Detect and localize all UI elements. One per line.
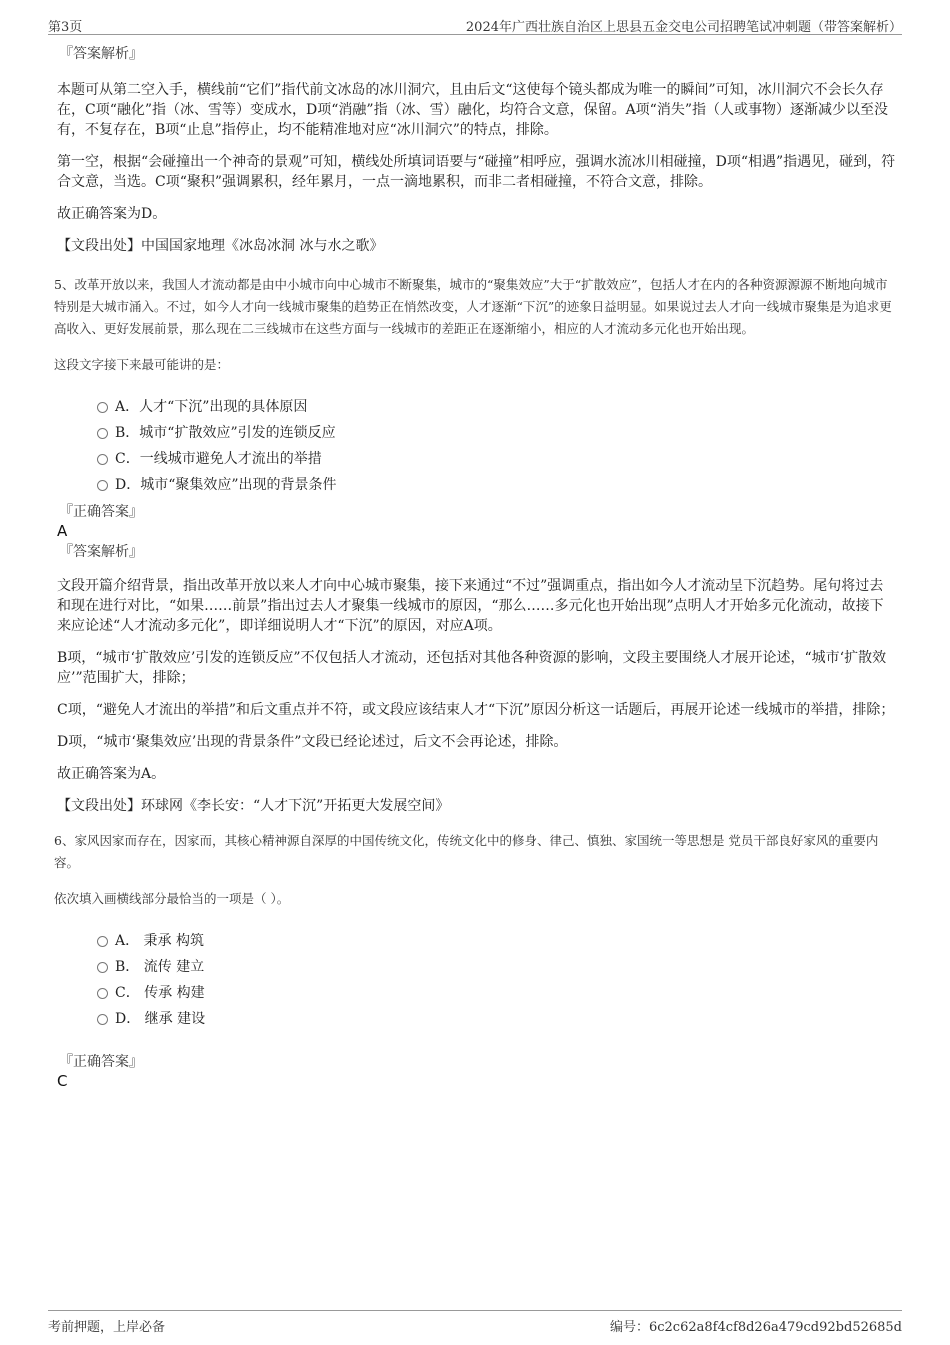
option-label: C．一线城市避免人才流出的举措	[115, 451, 322, 467]
q6-option-a[interactable]	[57, 928, 897, 954]
q6-option-c[interactable]	[57, 980, 897, 1006]
q5-option-b[interactable]	[57, 420, 897, 446]
q5-answer-label: 『正确答案』	[59, 504, 143, 520]
radio-icon[interactable]	[97, 936, 108, 947]
q6-answer: C	[57, 1072, 68, 1090]
q4-analysis	[57, 44, 897, 256]
q5-option-a[interactable]	[57, 394, 897, 420]
question-5	[54, 274, 897, 816]
option-label: C． 传承 构建	[115, 985, 205, 1001]
q6-stem: 6、家风因家而存在，因家而，其核心精神源自深厚的中国传统文化，传统文化中的修身、律己、慎独、家国统一等思想是 党员干部良好家风的重要内容。	[54, 833, 879, 870]
radio-icon[interactable]	[97, 402, 108, 413]
q5-conclusion: 故正确答案为A。	[57, 766, 166, 782]
option-label: A． 秉承 构筑	[115, 933, 205, 949]
page-number: 第3页	[48, 20, 83, 35]
q4-source: 【文段出处】中国国家地理《冰岛冰洞 冰与水之歌》	[57, 238, 384, 254]
q5-option-c[interactable]	[57, 446, 897, 472]
q6-options	[57, 928, 897, 1032]
q5-answer: A	[57, 522, 68, 540]
footer-slogan: 考前押题，上岸必备	[48, 1320, 166, 1335]
radio-icon[interactable]	[97, 1014, 108, 1025]
option-label: D． 继承 建设	[115, 1011, 206, 1027]
q5-options	[57, 394, 897, 498]
q5-option-d[interactable]	[57, 472, 897, 498]
page-footer	[48, 1310, 902, 1333]
q5-analysis-label: 『答案解析』	[59, 544, 143, 560]
q5-analysis-p3: C项，“避免人才流出的举措”和后文重点并不符，或文段应该结束人才“下沉”原因分析这一话题后，再展开论述一线城市的举措，排除；	[57, 702, 895, 718]
option-label: B．城市“扩散效应”引发的连锁反应	[115, 425, 336, 441]
option-label: D．城市“聚集效应”出现的背景条件	[115, 477, 337, 493]
q6-prompt: 依次填入画横线部分最恰当的一项是（ ）。	[54, 891, 290, 906]
question-6	[54, 830, 897, 1090]
q5-source: 【文段出处】环球网《李长安：“人才下沉”开拓更大发展空间》	[57, 798, 450, 814]
q6-answer-label: 『正确答案』	[59, 1054, 143, 1070]
radio-icon[interactable]	[97, 454, 108, 465]
radio-icon[interactable]	[97, 480, 108, 491]
q4-conclusion: 故正确答案为D。	[57, 206, 167, 222]
q4-analysis-label: 『答案解析』	[59, 46, 143, 62]
q4-analysis-p1: 本题可从第二空入手，横线前“它们”指代前文冰岛的冰川洞穴，且由后文“这使每个镜头都成为唯一的瞬间”可知，冰川洞穴不会长久存在，C项“融化”指（冰、雪等）变成水，D项“消融”指（冰、雪）融化，均符合文意，保留。A项“消失”指（人或事物）逐渐减少以至没有，不复存在，B项“止息”指停止，均不能精准地对应“冰川洞穴”的特点，排除。	[57, 82, 888, 138]
page-content	[54, 44, 897, 1090]
document-id: 编号：6c2c62a8f4cf8d26a479cd92bd52685d	[609, 1320, 902, 1335]
q6-option-b[interactable]	[57, 954, 897, 980]
radio-icon[interactable]	[97, 988, 108, 999]
document-title: 2024年广西壮族自治区上思县五金交电公司招聘笔试冲刺题（带答案解析）	[465, 20, 902, 35]
radio-icon[interactable]	[97, 962, 108, 973]
q5-stem: 5、改革开放以来，我国人才流动都是由中小城市向中心城市不断聚集，城市的“聚集效应”大于“扩散效应”，包括人才在内的各种资源源源不断地向城市特别是大城市涌入。不过，如今人才向一线城市聚集的趋势正在悄然改变，人才逐渐“下沉”的迹象日益明显。如果说过去人才向一线城市聚集是为追求更高收入、更好发展前景，那么现在二三线城市在这些方面与一线城市的差距正在逐渐缩小，相应的人才流动多元化也开始出现。	[54, 277, 892, 336]
page-header	[48, 14, 902, 35]
q5-analysis-p2: B项，“城市‘扩散效应’引发的连锁反应”不仅包括人才流动，还包括对其他各种资源的影响，文段主要围绕人才展开论述，“城市‘扩散效应’”范围扩大，排除；	[57, 650, 887, 686]
q5-analysis-p4: D项，“城市‘聚集效应’出现的背景条件”文段已经论述过，后文不会再论述，排除。	[57, 734, 568, 750]
q5-prompt: 这段文字接下来最可能讲的是：	[54, 357, 230, 372]
option-label: A．人才“下沉”出现的具体原因	[115, 399, 308, 415]
radio-icon[interactable]	[97, 428, 108, 439]
q6-option-d[interactable]	[57, 1006, 897, 1032]
option-label: B． 流传 建立	[115, 959, 205, 975]
q5-analysis-p1: 文段开篇介绍背景，指出改革开放以来人才向中心城市聚集，接下来通过“不过”强调重点，指出如今人才流动呈下沉趋势。尾句将过去和现在进行对比，“如果……前景”指出过去人才聚集一线城市的原因，“那么……多元化也开始出现”点明人才开始多元化流动，故接下来应论述“人才流动多元化”，即详细说明人才“下沉”的原因，对应A项。	[57, 578, 884, 634]
q4-analysis-p2: 第一空，根据“会碰撞出一个神奇的景观”可知，横线处所填词语要与“碰撞”相呼应，强调水流冰川相碰撞，D项“相遇”指遇见，碰到，符合文意，当选。C项“聚积”强调累积，经年累月，一点一滴地累积，而非二者相碰撞，不符合文意，排除。	[57, 154, 896, 190]
